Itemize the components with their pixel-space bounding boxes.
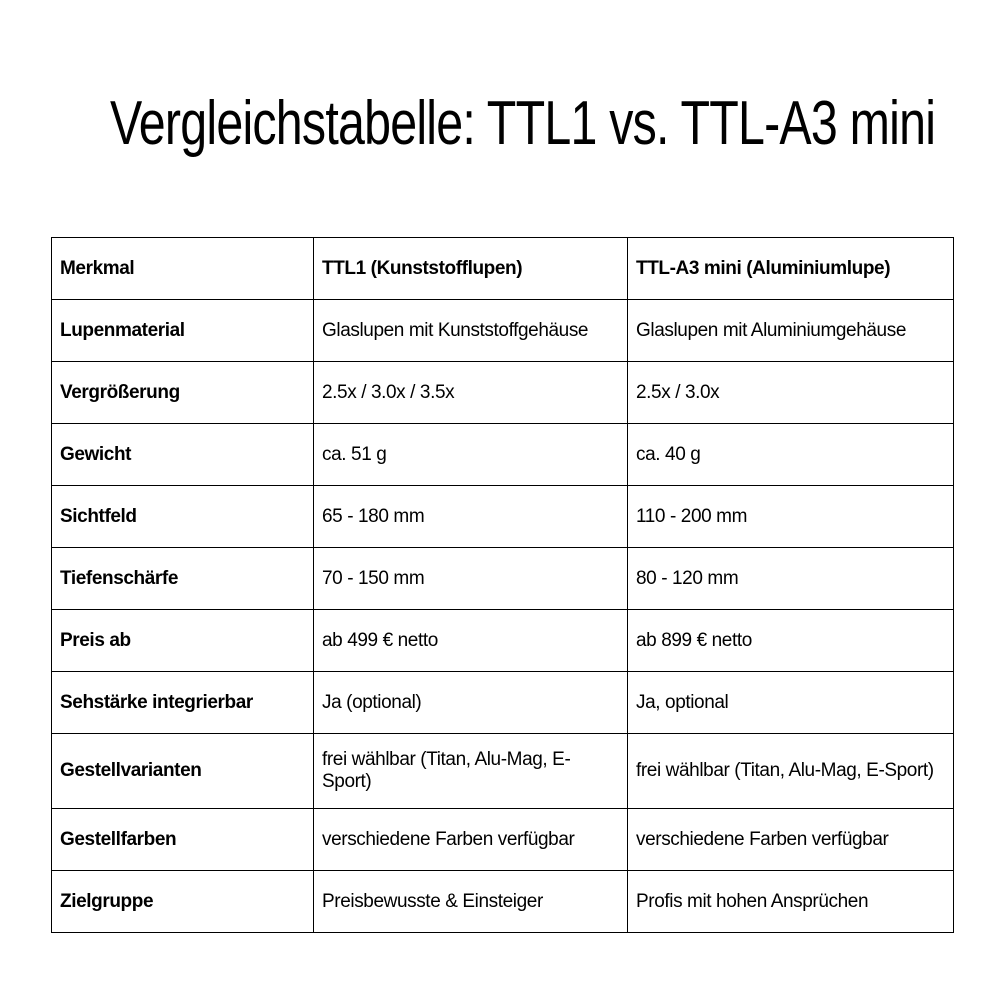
row-label: Tiefenschärfe	[52, 548, 314, 610]
header-cell-feature: Merkmal	[52, 238, 314, 300]
cell-ttl1: verschiedene Farben verfügbar	[314, 809, 628, 871]
table-row	[52, 486, 954, 548]
table-row	[52, 734, 954, 809]
cell-ttl-a3-mini: verschiedene Farben verfügbar	[628, 809, 954, 871]
cell-ttl1: Ja (optional)	[314, 672, 628, 734]
table-row	[52, 362, 954, 424]
cell-ttl1: ab 499 € netto	[314, 610, 628, 672]
row-label: Gestellfarben	[52, 809, 314, 871]
cell-ttl1: Preisbewusste & Einsteiger	[314, 871, 628, 933]
row-label: Sehstärke integrierbar	[52, 672, 314, 734]
header-cell-ttl1: TTL1 (Kunststofflupen)	[314, 238, 628, 300]
row-label: Vergrößerung	[52, 362, 314, 424]
cell-ttl1: 65 - 180 mm	[314, 486, 628, 548]
cell-ttl-a3-mini: ab 899 € netto	[628, 610, 954, 672]
cell-ttl-a3-mini: 80 - 120 mm	[628, 548, 954, 610]
cell-ttl-a3-mini: 2.5x / 3.0x	[628, 362, 954, 424]
row-label: Preis ab	[52, 610, 314, 672]
row-label: Gewicht	[52, 424, 314, 486]
cell-ttl1: 2.5x / 3.0x / 3.5x	[314, 362, 628, 424]
cell-ttl-a3-mini: Profis mit hohen Ansprüchen	[628, 871, 954, 933]
row-label: Lupenmaterial	[52, 300, 314, 362]
table-header-row	[52, 238, 954, 300]
table-row	[52, 548, 954, 610]
cell-ttl-a3-mini: 110 - 200 mm	[628, 486, 954, 548]
table-row	[52, 300, 954, 362]
table-row	[52, 672, 954, 734]
page-title: Vergleichstabelle: TTL1 vs. TTL-A3 mini	[110, 89, 936, 158]
table-row	[52, 871, 954, 933]
table-row	[52, 809, 954, 871]
cell-ttl1: 70 - 150 mm	[314, 548, 628, 610]
row-label: Sichtfeld	[52, 486, 314, 548]
row-label: Gestellvarianten	[52, 734, 314, 809]
table-row	[52, 610, 954, 672]
row-label: Zielgruppe	[52, 871, 314, 933]
comparison-table	[51, 237, 954, 933]
cell-ttl1: ca. 51 g	[314, 424, 628, 486]
cell-ttl1: frei wählbar (Titan, Alu-Mag, E-Sport)	[314, 734, 628, 809]
cell-ttl-a3-mini: frei wählbar (Titan, Alu-Mag, E-Sport)	[628, 734, 954, 809]
cell-ttl-a3-mini: Ja, optional	[628, 672, 954, 734]
cell-ttl-a3-mini: Glaslupen mit Aluminiumgehäuse	[628, 300, 954, 362]
header-cell-ttl-a3-mini: TTL-A3 mini (Aluminiumlupe)	[628, 238, 954, 300]
table-row	[52, 424, 954, 486]
cell-ttl-a3-mini: ca. 40 g	[628, 424, 954, 486]
cell-ttl1: Glaslupen mit Kunststoffgehäuse	[314, 300, 628, 362]
